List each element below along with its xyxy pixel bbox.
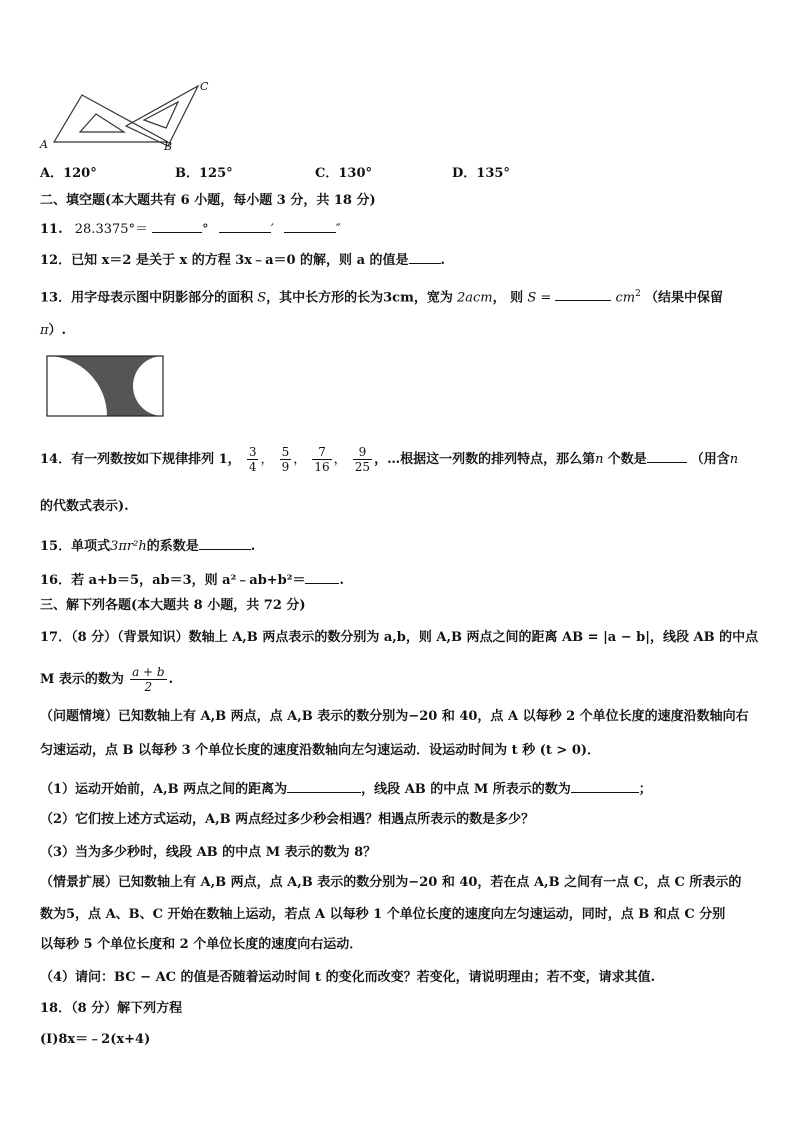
q13-end: ）. <box>48 323 67 338</box>
q14-fraction-4: $\frac{9}{25}$ <box>354 445 371 474</box>
q14-middle: ，…根据这一列数的排列特点，那么第 <box>374 452 596 467</box>
shaded-rectangle-figure <box>47 356 163 416</box>
q11-min-blank <box>219 219 271 233</box>
q11-number: 11. <box>40 222 63 237</box>
q13-s-eq: S = <box>527 290 552 306</box>
choice-b: B．125° <box>175 166 233 181</box>
q14-n2: n <box>729 452 739 467</box>
q13-unit-exp: 2 <box>635 289 641 299</box>
q15-blank <box>199 536 251 550</box>
q11-value: 28.3375°＝ <box>74 222 149 237</box>
q17-sub-3: （3）当为多少秒时，线段 AB 的中点 M 表示的数为 8？ <box>40 845 377 860</box>
figure-label-c: C <box>200 80 209 93</box>
q17-midpoint-fraction: $\frac{a + b}{2}$ <box>132 665 165 694</box>
question-13 <box>40 285 723 307</box>
q15-prefix: 15．单项式 <box>40 539 111 554</box>
q17-line2-text: M 表示的数为 <box>40 672 124 687</box>
q15-suffix: 的系数是 <box>146 539 199 554</box>
question-18-title: 18．（8 分）解下列方程 <box>40 1001 183 1016</box>
q16-end: . <box>339 573 344 588</box>
q17-sub-4: （4）请问：BC − AC 的值是否随着运动时间 t 的变化而改变？若变化，请说明理由；若不变，请求其值. <box>40 970 656 985</box>
q14-fraction-2: $\frac{5}{9}$ <box>281 445 290 474</box>
q15-end: . <box>250 539 256 554</box>
q14-prefix: 14．有一列数按如下规律排列 1， <box>40 452 241 467</box>
q17-line2-end: . <box>168 672 174 687</box>
q14-middle2: 个数是 <box>607 452 647 467</box>
q15-expression: 3πr²h <box>110 539 147 554</box>
q17-sub1-blank-2 <box>571 779 639 793</box>
q12-text: 12．已知 x＝2 是关于 x 的方程 3x﹣a＝0 的解，则 a 的值是 <box>40 253 409 268</box>
q17-sub1-blank-1 <box>287 779 361 793</box>
q17-sub-1 <box>40 779 652 799</box>
q11-min-mark: ′ <box>270 222 274 237</box>
q14-blank <box>647 449 687 463</box>
q13-blank <box>555 287 611 301</box>
q17-sub1-a: （1）运动开始前，A,B 两点之间的距离为 <box>40 782 288 797</box>
question-18-part-1: (Ⅰ)8x＝﹣2(x+4) <box>40 1032 151 1047</box>
q17-extension-2: 数为5，点 A、B、C 开始在数轴上运动，若点 A 以每秒 1 个单位长度的速度向左匀速运动，同时，点 B 和点 C 分别 <box>40 907 726 922</box>
q17-extension-1: （情景扩展）已知数轴上有 A,B 两点，点 A,B 表示的数分别为−20 和 40，若在点 A,B 之间有一点 C，点 C 所表示的 <box>40 875 742 890</box>
question-14-line2: 的代数式表示). <box>40 499 129 514</box>
question-11 <box>40 219 341 239</box>
choice-c: C．130° <box>315 166 372 181</box>
q17-line-2 <box>40 660 173 700</box>
q17-line-4: 匀速运动，点 B 以每秒 3 个单位长度的速度沿数轴向左匀速运动．设运动时间为 t 秒 (t > 0)． <box>40 743 601 758</box>
q17-sub1-end: ； <box>638 782 652 797</box>
q13-s-symbol: S <box>257 290 267 306</box>
q17-line-1: 17．（8 分）（背景知识）数轴上 A,B 两点表示的数分别为 a,b，则 A,B 两点之间的距离 AB = |a − b|，线段 AB 的中点 <box>40 630 759 645</box>
question-16 <box>40 570 344 590</box>
q13-unit: cm <box>615 290 636 306</box>
q13-text-c: ， 则 <box>492 290 524 306</box>
q13-pi: π <box>40 323 49 338</box>
q13-text-b: ，其中长方形的长为3cm，宽为 <box>266 290 453 306</box>
q14-n: n <box>595 452 604 467</box>
q14-fraction-1: $\frac{3}{4}$ <box>248 445 257 474</box>
question-12 <box>40 250 445 270</box>
figure-label-b: B <box>164 140 173 153</box>
q16-blank <box>305 570 339 584</box>
question-14: 14．有一列数按如下规律排列 1， $\frac{3}{4}$ ， $\frac{5}{9}$ ， $\frac{7}{16}$ ， $\frac{9}{25}$ ，…根据这一列数的排列特点，那么第n 个数是 （用含n <box>40 445 739 474</box>
q12-end: . <box>440 253 446 268</box>
q13-text-a: 13．用字母表示图中阴影部分的面积 <box>40 290 254 306</box>
section-2-heading: 二、填空题(本大题共有 6 小题，每小题 3 分，共 18 分) <box>40 193 376 208</box>
q14-suffix: （用含 <box>690 452 730 467</box>
q11-deg-blank <box>152 219 202 233</box>
set-squares-figure <box>40 78 220 153</box>
q12-blank <box>409 250 441 264</box>
choice-a: A．120° <box>40 166 97 181</box>
q17-sub-2: （2）它们按上述方式运动，A,B 两点经过多少秒会相遇？相遇点所表示的数是多少？ <box>40 812 535 827</box>
q17-extension-3: 以每秒 5 个单位长度和 2 个单位长度的速度向右运动． <box>40 937 363 952</box>
q13-width: 2acm <box>457 290 493 306</box>
question-15 <box>40 536 255 556</box>
q11-deg-mark: ° <box>202 222 209 237</box>
q16-text: 16．若 a+b＝5，ab＝3，则 a²﹣ab+b²＝ <box>40 573 306 588</box>
choice-d: D．135° <box>452 166 510 181</box>
section-3-heading: 三、解下列各题(本大题共 8 小题，共 72 分) <box>40 598 306 613</box>
q14-fraction-3: $\frac{7}{16}$ <box>314 445 330 474</box>
q17-sub1-b: ，线段 AB 的中点 M 所表示的数为 <box>361 782 571 797</box>
q11-sec-blank <box>284 219 336 233</box>
figure-label-a: A <box>40 138 48 151</box>
question-13-line2 <box>40 322 66 340</box>
q11-sec-mark: ″ <box>335 222 341 237</box>
q17-line-3: （问题情境）已知数轴上有 A,B 两点，点 A,B 表示的数分别为−20 和 40，点 A 以每秒 2 个单位长度的速度沿数轴向右 <box>40 709 749 724</box>
q13-text-d: （结果中保留 <box>645 290 724 306</box>
